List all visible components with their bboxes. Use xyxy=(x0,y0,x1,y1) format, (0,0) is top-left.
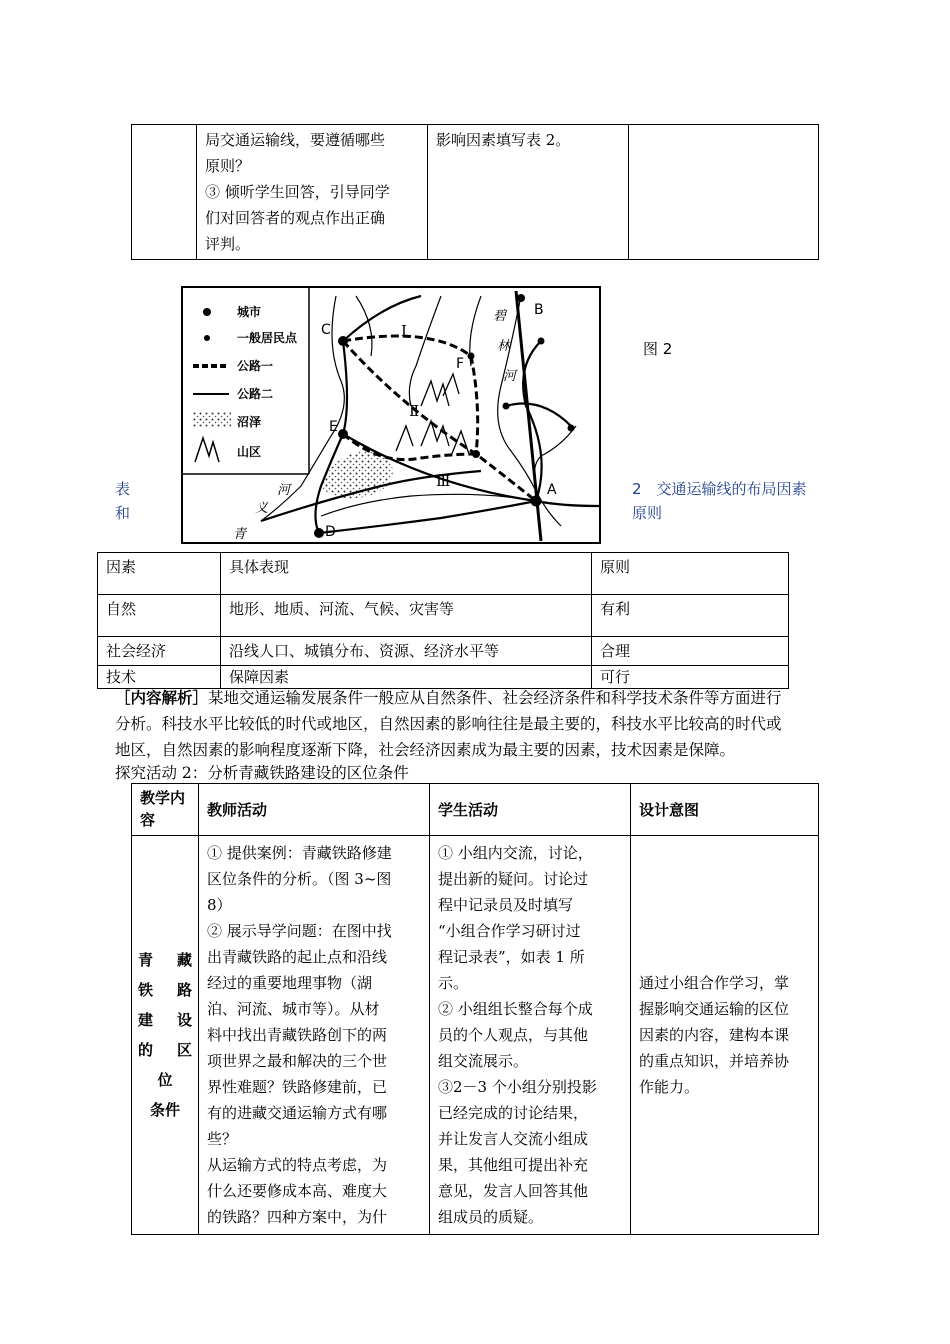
factor-table xyxy=(97,552,789,689)
text-line: 地区，自然因素的影响程度逐渐下降，社会经济因素成为最主要的因素，技术因素是保障。 xyxy=(115,741,736,759)
title-char: 铁 xyxy=(138,981,154,999)
text-line: 组成员的质疑。 xyxy=(438,1208,544,1226)
title-char: 位 xyxy=(157,1071,173,1089)
title-char: 件 xyxy=(165,1101,181,1119)
route-1-label: Ⅰ xyxy=(401,322,407,340)
text-line: “小组合作学习研讨过 xyxy=(438,922,581,940)
table-row xyxy=(132,784,819,836)
text-line: 组交流展示。 xyxy=(438,1052,529,1070)
text-line: ③ 倾听学生回答，引导同学 xyxy=(205,183,390,201)
activity-heading: 探究活动 2：分析青藏铁路建设的区位条件 xyxy=(115,764,409,782)
text-line: 的铁路？四种方案中，为什 xyxy=(207,1208,388,1226)
analysis-label: ［内容解析］ xyxy=(115,688,209,707)
text-line: ① 提供案例：青藏铁路修建 xyxy=(207,844,392,862)
label-b: B xyxy=(534,302,544,318)
city-c xyxy=(338,336,348,346)
caption-right: 原则 xyxy=(632,504,663,522)
text-line: 的重点知识，并培养协 xyxy=(639,1052,790,1070)
text-line: 区位条件的分析。（图 3~图 xyxy=(207,870,392,888)
swamp-symbol-icon xyxy=(193,412,231,428)
table-cell: 有利 xyxy=(592,595,789,637)
city-a xyxy=(531,496,542,507)
text-line: 程中记录员及时填写 xyxy=(438,896,574,914)
label-c: C xyxy=(321,322,331,338)
text-line: 出青藏铁路的起止点和沿线 xyxy=(207,948,388,966)
title-char: 藏 xyxy=(176,951,192,969)
legend-label: 沼泽 xyxy=(237,415,262,429)
text-line: 们对回答者的观点作出正确 xyxy=(205,209,386,227)
title-char: 建 xyxy=(138,1011,154,1029)
text-line: 影响因素填写表 2。 xyxy=(436,131,571,149)
river-char: 青 xyxy=(233,527,247,542)
river-char: 林 xyxy=(497,339,511,354)
text-line: 作能力。 xyxy=(639,1078,700,1096)
table-header: 学生活动 xyxy=(430,784,631,836)
label-e: E xyxy=(329,419,338,435)
text-line: ② 小组组长整合每个成 xyxy=(438,1000,593,1018)
text-line: 通过小组合作学习，掌 xyxy=(639,974,790,992)
table-row xyxy=(98,637,789,666)
text-line: 意见，发言人回答其他 xyxy=(438,1182,589,1200)
river-char: 义 xyxy=(255,501,269,516)
label-a: A xyxy=(547,482,557,498)
text-line: 项世界之最和解决的三个世 xyxy=(207,1052,388,1070)
table-cell: 沿线人口、城镇分布、资源、经济水平等 xyxy=(221,637,592,666)
label-f: F xyxy=(456,356,465,372)
text-line: 泊、河流、城市等）。从材 xyxy=(207,1000,380,1018)
text-line: ③2－3 个小组分别投影 xyxy=(438,1078,597,1096)
text-line: 从运输方式的特点考虑，为 xyxy=(207,1156,388,1174)
caption-right: 2 交通运输线的布局因素 xyxy=(632,480,807,498)
text-line: 什么还要修成本高、难度大 xyxy=(207,1182,388,1200)
table-row xyxy=(132,836,819,1235)
text-line: 握影响交通运输的区位 xyxy=(639,1000,790,1018)
river-char: 碧 xyxy=(493,309,507,324)
text-line: 料中找出青藏铁路创下的两 xyxy=(207,1026,388,1044)
table-header: 因素 xyxy=(98,553,221,595)
student-cell xyxy=(428,125,629,260)
river-char: 河 xyxy=(277,483,291,498)
table-header: 教师活动 xyxy=(199,784,430,836)
content-cell xyxy=(132,125,197,260)
text-line: 局交通运输线，要遵循哪些 xyxy=(205,131,386,149)
legend-label: 公路一 xyxy=(237,359,274,373)
table-cell: 自然 xyxy=(98,595,221,637)
route-2-label: Ⅱ xyxy=(409,402,420,420)
text-line: 有的进藏交通运输方式有哪 xyxy=(207,1104,388,1122)
title-char: 条 xyxy=(149,1101,165,1119)
teacher-cell xyxy=(197,125,428,260)
city-d xyxy=(314,528,324,538)
text-line: 已经完成的讨论结果， xyxy=(438,1104,589,1122)
river-char: 河 xyxy=(503,369,517,384)
label-d: D xyxy=(325,524,336,540)
table-cell: 地形、地质、河流、气候、灾害等 xyxy=(221,595,592,637)
table-row xyxy=(98,553,789,595)
text-line: 原则？ xyxy=(205,157,251,175)
text-line: 经过的重要地理事物（湖 xyxy=(207,974,373,992)
teacher-activity-cell xyxy=(199,836,430,1235)
map-svg xyxy=(181,286,601,544)
text-line: 因素的内容，建构本课 xyxy=(639,1026,790,1044)
continuation-table xyxy=(131,124,819,260)
text-line: 8） xyxy=(207,896,232,914)
text-line: 些？ xyxy=(207,1130,238,1148)
text-line: 界性难题？铁路修建前，已 xyxy=(207,1078,388,1096)
title-char: 设 xyxy=(176,1011,192,1029)
route-3-label: Ⅲ xyxy=(436,472,451,490)
legend-label: 山区 xyxy=(237,445,262,459)
title-char: 路 xyxy=(176,981,192,999)
table-cell: 保障因素 xyxy=(221,666,592,689)
city-b xyxy=(517,294,525,302)
title-char: 青 xyxy=(138,951,154,969)
table-cell: 可行 xyxy=(592,666,789,689)
table-cell: 合理 xyxy=(592,637,789,666)
table-header: 设计意图 xyxy=(631,784,819,836)
text-line: 分析。科技水平比较低的时代或地区，自然因素的影响往往是最主要的，科技水平比较高的时代或 xyxy=(115,715,782,733)
legend-label: 城市 xyxy=(237,305,262,319)
text-line: ② 展示导学问题：在图中找 xyxy=(207,922,392,940)
settlement-symbol-icon xyxy=(204,335,210,341)
text-line: 程记录表”，如表 1 所 xyxy=(438,948,585,966)
analysis-paragraph xyxy=(115,685,845,763)
design-intent-cell xyxy=(631,836,819,1235)
text-line: 果，其他组可提出补充 xyxy=(438,1156,589,1174)
title-char: 的 xyxy=(138,1041,154,1059)
transport-map-figure xyxy=(181,286,601,544)
content-title-cell xyxy=(132,836,199,1235)
title-char: 区 xyxy=(176,1041,192,1059)
table-header: 具体表现 xyxy=(221,553,592,595)
text-line: 评判。 xyxy=(205,235,251,253)
text-line: 并让发言人交流小组成 xyxy=(438,1130,589,1148)
text-line: 某地交通运输发展条件一般应从自然条件、社会经济条件和科学技术条件等方面进行 xyxy=(208,689,782,707)
table-cell: 技术 xyxy=(98,666,221,689)
caption-left: 和 xyxy=(115,504,131,522)
text-line: 示。 xyxy=(438,974,469,992)
table-header: 原则 xyxy=(592,553,789,595)
text-line: ① 小组内交流，讨论， xyxy=(438,844,593,862)
city-symbol-icon xyxy=(203,308,211,316)
intent-cell xyxy=(629,125,819,260)
activity-table xyxy=(131,783,819,1235)
legend-label: 公路二 xyxy=(237,387,274,401)
table-header: 教学内容 xyxy=(132,784,199,836)
figure-label: 图 2 xyxy=(643,340,673,358)
legend-label: 一般居民点 xyxy=(237,331,298,345)
city-e xyxy=(338,429,348,439)
text-line: 员的个人观点，与其他 xyxy=(438,1026,589,1044)
table-cell: 社会经济 xyxy=(98,637,221,666)
text-line: 提出新的疑问。讨论过 xyxy=(438,870,589,888)
student-activity-cell xyxy=(430,836,631,1235)
caption-left: 表 xyxy=(115,480,131,498)
table-row xyxy=(98,595,789,637)
